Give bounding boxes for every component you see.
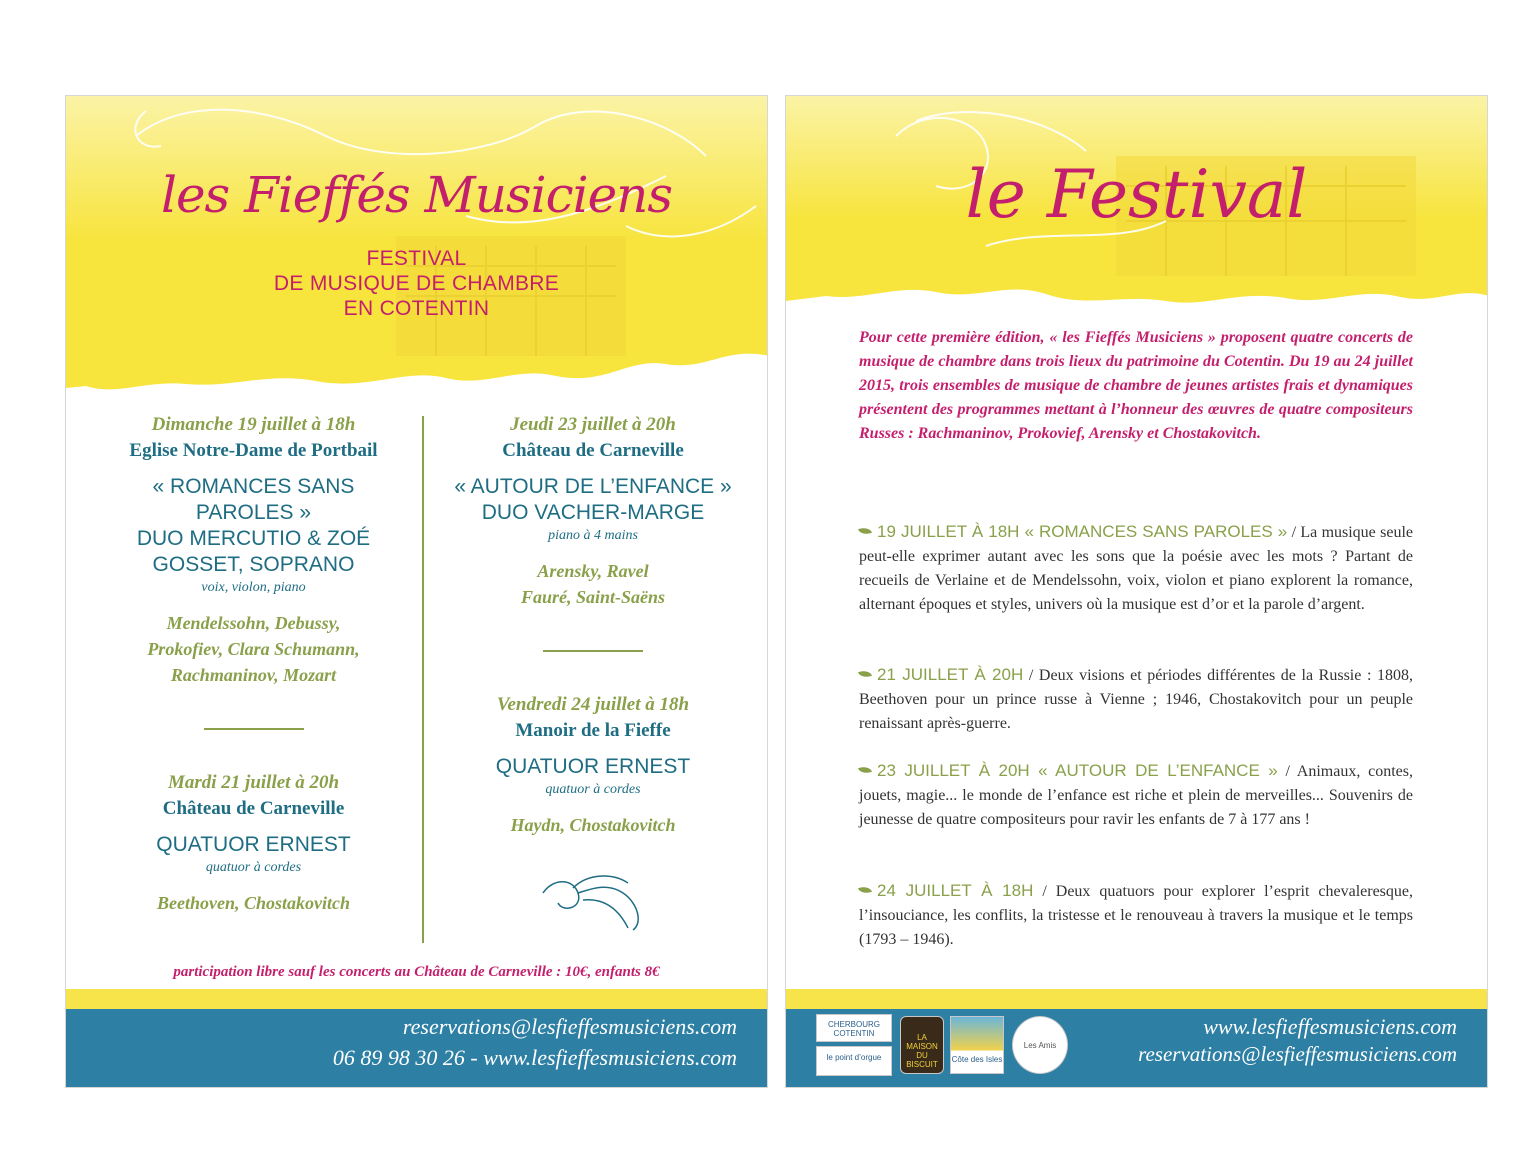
program-line: DUO MERCUTIO & ZOÉ — [136, 527, 371, 550]
concert-composers — [428, 558, 758, 610]
program-line: GOSSET, SOPRANO — [152, 553, 355, 576]
leaf-bullet-icon — [858, 884, 872, 896]
program-item-text: / La musique seule peut-elle exprimer autant avec les sons que la poésie avec les mots ? Partant de recueils de Verlaine et de Mendelssohn, voix, violon et piano explorent la romance, alternant époques et styles, univers où la musique est d’or et la parole d’argent. — [859, 524, 1413, 613]
program-item-text: / Animaux, contes, jouets, magie... le monde de l’enfance est riche et plein de merveilles... Souvenirs de jeunesse de quatre compositeurs pour ravir les enfants de 7 à 177 ans ! — [859, 763, 1413, 828]
concert-date: Jeudi 23 juillet à 20h — [510, 414, 676, 435]
composer-line: Mendelssohn, Debussy, — [166, 613, 341, 633]
concert-program — [86, 474, 421, 578]
program-item-head: 21 JUILLET À 20H — [877, 665, 1024, 684]
column-divider — [422, 416, 424, 943]
leaf-bullet-icon — [858, 668, 872, 680]
program-item — [859, 879, 1413, 952]
program-item-text: / Deux visions et périodes différentes de la Russie : 1808, Beethoven pour un prince russe à Vienne ; 1946, Chostakovitch pour un peuple renaissant après-guerre. — [859, 667, 1413, 732]
festival-logo-title: les Fieffés Musiciens — [160, 166, 673, 224]
concert-instruments: voix, violon, piano — [201, 580, 306, 595]
concert-block — [86, 770, 421, 916]
concert-block — [86, 412, 421, 688]
concert-instruments: piano à 4 mains — [548, 528, 638, 543]
festival-intro: Pour cette première édition, « les Fieffés Musiciens » proposent quatre concerts de musique de chambre dans trois lieux du patrimoine du Cotentin. Du 19 au 24 juillet 2015, trois ensembles de musique de chambre de jeunes artistes frais et dynamiques présentent des programmes mettant à l’honneur des œuvres de quatre compositeurs Russes : Rachmaninov, Prokovief, Arensky et Chostakovitch. — [859, 329, 1413, 442]
partner-logo-cote-des-isles: Côte des Isles — [950, 1016, 1004, 1074]
festival-page — [785, 95, 1488, 1088]
concert-program — [428, 754, 758, 780]
program-line: « ROMANCES SANS — [152, 475, 355, 498]
leaf-bullet-icon — [858, 525, 872, 537]
concert-date: Vendredi 24 juillet à 18h — [496, 694, 690, 715]
composer-line: Rachmaninov, Mozart — [170, 665, 337, 685]
composer-line: Fauré, Saint-Saëns — [520, 587, 666, 607]
partner-logo-point-orgue: le point d’orgue — [816, 1046, 892, 1076]
program-item-head: 24 JUILLET À 18H — [877, 881, 1034, 900]
concert-program — [86, 832, 421, 858]
flyer-page — [65, 95, 768, 1088]
footer-band — [786, 989, 1487, 1087]
footer-yellow-strip — [786, 989, 1487, 1009]
concert-venue: Eglise Notre-Dame de Portbail — [129, 440, 378, 461]
program-item — [859, 759, 1413, 832]
concert-composers — [86, 610, 421, 688]
footer-band — [66, 989, 767, 1087]
program-line: « AUTOUR DE L’ENFANCE » — [454, 475, 732, 498]
program-item — [859, 520, 1413, 617]
program-item-head: 19 JUILLET À 18H « ROMANCES SANS PAROLES » — [877, 522, 1288, 541]
subtitle-line: DE MUSIQUE DE CHAMBRE — [273, 272, 560, 295]
concert-venue: Château de Carneville — [502, 440, 684, 461]
concert-instruments: quatuor à cordes — [545, 782, 641, 797]
concert-venue: Manoir de la Fieffe — [515, 720, 671, 741]
concert-composers — [86, 890, 421, 916]
subtitle-line: FESTIVAL — [366, 247, 467, 270]
concert-venue: Château de Carneville — [162, 798, 345, 819]
concert-column-left — [86, 412, 421, 916]
program-line: QUATUOR ERNEST — [495, 755, 691, 778]
footer-phone-website[interactable]: 06 89 98 30 26 - www.lesfieffesmusiciens.com — [332, 1045, 737, 1070]
concert-composers — [428, 812, 758, 838]
subtitle-line: EN COTENTIN — [343, 297, 490, 320]
concert-block — [428, 692, 758, 838]
composer-line: Beethoven, Chostakovitch — [157, 893, 350, 913]
footer-yellow-strip — [66, 989, 767, 1009]
composer-line: Haydn, Chostakovitch — [510, 815, 676, 835]
footer-email-link[interactable]: reservations@lesfieffesmusiciens.com — [1138, 1042, 1457, 1066]
composer-line: Prokofiev, Clara Schumann, — [147, 639, 360, 659]
concert-date: Dimanche 19 juillet à 18h — [151, 414, 356, 435]
concert-block — [428, 412, 758, 610]
program-line: QUATUOR ERNEST — [156, 833, 351, 856]
partner-logo-cherbourg: CHERBOURG COTENTIN — [816, 1014, 892, 1042]
section-title: le Festival — [965, 156, 1308, 233]
program-item-head: 23 JUILLET À 20H « AUTOUR DE L’ENFANCE » — [877, 761, 1278, 780]
composer-line: Arensky, Ravel — [537, 561, 649, 581]
concert-separator — [204, 728, 304, 730]
concert-column-right — [428, 412, 758, 938]
festival-subtitle — [66, 246, 767, 321]
partner-logo-amis: Les Amis — [1012, 1016, 1068, 1074]
concert-separator — [543, 650, 643, 652]
program-line: PAROLES » — [195, 501, 312, 524]
concert-program — [428, 474, 758, 526]
partner-logo-maison-biscuit: LA MAISON DU BISCUIT — [900, 1016, 944, 1074]
program-item — [859, 663, 1413, 736]
flourish-ornament-icon — [533, 868, 653, 938]
leaf-bullet-icon — [858, 764, 872, 776]
concert-instruments: quatuor à cordes — [205, 860, 302, 875]
price-note: participation libre sauf les concerts au Château de Carneville : 10€, enfants 8€ — [173, 964, 660, 980]
program-line: DUO VACHER-MARGE — [481, 501, 705, 524]
footer-website-link[interactable]: www.lesfieffesmusiciens.com — [1203, 1014, 1457, 1039]
program-item-text: / Deux quatuors pour explorer l’esprit chevaleresque, l’insouciance, les conflits, la tristesse et le renouveau à travers la musique et le temps (1793 – 1946). — [859, 883, 1413, 948]
partner-logos — [816, 1014, 1076, 1076]
concert-date: Mardi 21 juillet à 20h — [167, 772, 340, 793]
footer-email-link[interactable]: reservations@lesfieffesmusiciens.com — [402, 1014, 737, 1039]
